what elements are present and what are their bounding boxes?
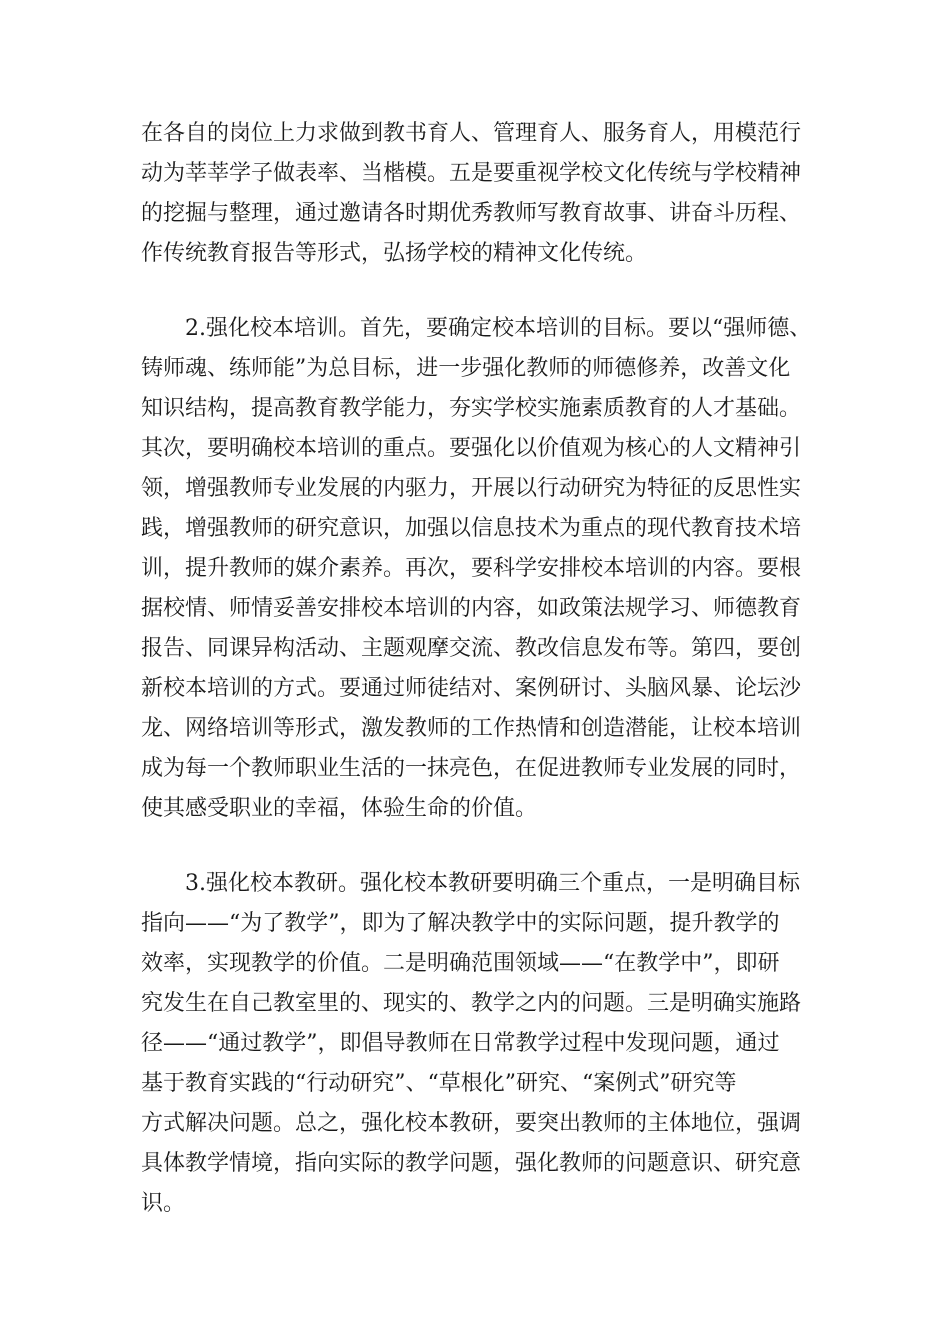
paragraph-line: 究发生在自己教室里的、现实的、教学之内的问题。三是明确实施路 xyxy=(141,991,802,1016)
paragraph-line: 使其感受职业的幸福，体验生命的价值。 xyxy=(141,796,538,821)
paragraph-line: 报告、同课异构活动、主题观摩交流、教改信息发布等。第四，要创 xyxy=(141,636,802,661)
paragraph-spacer xyxy=(141,274,813,309)
paragraph-line: 效率，实现教学的价值。二是明确范围领域——“在教学中”，即研 xyxy=(141,951,780,976)
paragraph-line: 践，增强教师的研究意识，加强以信息技术为重点的现代教育技术培 xyxy=(141,516,802,541)
paragraph-line: 的挖掘与整理，通过邀请各时期优秀教师写教育故事、讲奋斗历程、 xyxy=(141,201,802,226)
paragraph-line: 动为莘莘学子做表率、当楷模。五是要重视学校文化传统与学校精神 xyxy=(141,161,802,186)
paragraph-line: 龙、网络培训等形式，激发教师的工作热情和创造潜能，让校本培训 xyxy=(141,716,802,741)
paragraph-line: 识。 xyxy=(141,1191,186,1216)
paragraph-spacer xyxy=(141,829,813,864)
paragraph-3 xyxy=(141,864,813,1224)
paragraph-1 xyxy=(141,114,813,274)
paragraph-line: 径——“通过教学”，即倡导教师在日常教学过程中发现问题，通过 xyxy=(141,1031,780,1056)
paragraph-line: 其次，要明确校本培训的重点。要强化以价值观为核心的人文精神引 xyxy=(141,436,802,461)
document-body xyxy=(141,114,813,1224)
paragraph-line: 2.强化校本培训。首先，要确定校本培训的目标。要以“强师德、 xyxy=(185,316,812,341)
paragraph-line: 训，提升教师的媒介素养。再次，要科学安排校本培训的内容。要根 xyxy=(141,556,802,581)
paragraph-2 xyxy=(141,309,813,829)
paragraph-line: 知识结构，提高教育教学能力，夯实学校实施素质教育的人才基础。 xyxy=(141,396,802,421)
paragraph-line: 方式解决问题。总之，强化校本教研，要突出教师的主体地位，强调 xyxy=(141,1111,802,1136)
paragraph-line: 成为每一个教师职业生活的一抹亮色，在促进教师专业发展的同时， xyxy=(141,756,802,781)
paragraph-line: 领，增强教师专业发展的内驱力，开展以行动研究为特征的反思性实 xyxy=(141,476,802,501)
paragraph-line: 在各自的岗位上力求做到教书育人、管理育人、服务育人，用模范行 xyxy=(141,121,802,146)
paragraph-line: 据校情、师情妥善安排校本培训的内容，如政策法规学习、师德教育 xyxy=(141,596,802,621)
paragraph-line: 新校本培训的方式。要通过师徒结对、案例研讨、头脑风暴、论坛沙 xyxy=(141,676,802,701)
paragraph-line: 作传统教育报告等形式，弘扬学校的精神文化传统。 xyxy=(141,241,648,266)
paragraph-line: 铸师魂、练师能”为总目标，进一步强化教师的师德修养，改善文化 xyxy=(141,356,791,381)
paragraph-line: 基于教育实践的“行动研究”、“草根化”研究、“案例式”研究等 xyxy=(141,1071,737,1096)
paragraph-line: 具体教学情境，指向实际的教学问题，强化教师的问题意识、研究意 xyxy=(141,1151,802,1176)
paragraph-line: 指向——“为了教学”，即为了解决教学中的实际问题，提升教学的 xyxy=(141,911,780,936)
paragraph-line: 3.强化校本教研。强化校本教研要明确三个重点，一是明确目标 xyxy=(185,871,800,896)
